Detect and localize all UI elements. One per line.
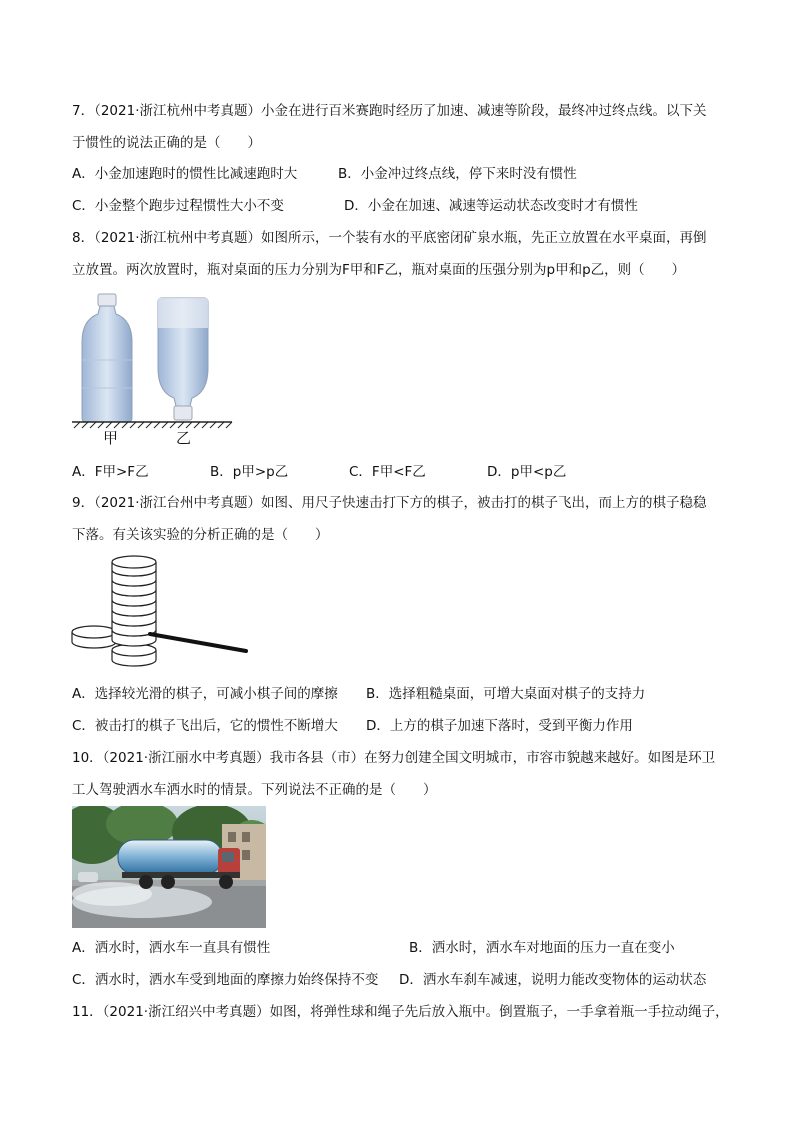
q10-stem-line1: 10．（2021·浙江丽水中考真题）我市各县（市）在努力创建全国文明城市，市容市貌越来越好。如图是环卫 [72, 750, 716, 766]
chess-pieces-figure [70, 554, 252, 674]
q11-stem-line1: 11．（2021·浙江绍兴中考真题）如图，将弹性球和绳子先后放入瓶中。倒置瓶子，一手拿着瓶一手拉动绳子， [72, 1004, 729, 1020]
q10-stem-line2: 工人驾驶洒水车洒水时的情景。下列说法不正确的是（ ） [72, 782, 437, 798]
q10-option-b[interactable]: B．洒水时，洒水车对地面的压力一直在变小 [409, 940, 675, 956]
q7-stem-line1: 7．（2021·浙江杭州中考真题）小金在进行百米赛跑时经历了加速、减速等阶段，最终冲过终点线。以下关 [72, 103, 707, 119]
label-yi: 乙 [176, 429, 192, 447]
q10-option-d[interactable]: D．洒水车刹车减速，说明力能改变物体的运动状态 [399, 972, 707, 988]
label-jia: 甲 [103, 429, 119, 447]
q8-option-b[interactable]: B．p甲>p乙 [210, 464, 289, 480]
q9-option-a[interactable]: A．选择较光滑的棋子，可减小棋子间的摩擦 [72, 686, 338, 702]
q8-stem-line2: 立放置。两次放置时，瓶对桌面的压力分别为F甲和F乙，瓶对桌面的压强分别为p甲和p乙，则（ ） [72, 262, 686, 278]
q7-option-a[interactable]: A．小金加速跑时的惯性比减速跑时大 [72, 166, 298, 182]
q10-option-c[interactable]: C．洒水时，洒水车受到地面的摩擦力始终保持不变 [72, 972, 379, 988]
q7-option-d[interactable]: D．小金在加速、减速等运动状态改变时才有惯性 [344, 198, 638, 214]
q9-option-b[interactable]: B．选择粗糙桌面，可增大桌面对棋子的支持力 [366, 686, 646, 702]
ruler [150, 634, 246, 651]
q7-option-c[interactable]: C．小金整个跑步过程惯性大小不变 [72, 198, 284, 214]
q7-stem-line2: 于惯性的说法正确的是（ ） [72, 135, 261, 151]
q9-stem-line2: 下落。有关该实验的分析正确的是（ ） [72, 527, 329, 543]
q8-option-d[interactable]: D．p甲<p乙 [487, 464, 567, 480]
struck-piece [72, 626, 116, 648]
sprinkler-truck-photo [72, 806, 266, 928]
q9-option-d[interactable]: D．上方的棋子加速下落时，受到平衡力作用 [366, 718, 633, 734]
inverted-bottle [158, 298, 208, 420]
q8-stem-line1: 8．（2021·浙江杭州中考真题）如图所示，一个装有水的平底密闭矿泉水瓶，先正立放置在水平桌面，再倒 [72, 230, 707, 246]
q9-option-c[interactable]: C．被击打的棋子飞出后，它的惯性不断增大 [72, 718, 338, 734]
bottle-figure [70, 290, 236, 450]
q10-option-a[interactable]: A．洒水时，洒水车一直具有惯性 [72, 940, 271, 956]
q7-option-b[interactable]: B．小金冲过终点线，停下来时没有惯性 [338, 166, 577, 182]
q8-option-c[interactable]: C．F甲<F乙 [349, 464, 426, 480]
q9-stem-line1: 9．（2021·浙江台州中考真题）如图、用尺子快速击打下方的棋子，被击打的棋子飞出，而上方的棋子稳稳 [72, 495, 707, 511]
upright-bottle [82, 294, 132, 422]
q8-option-a[interactable]: A．F甲>F乙 [72, 464, 149, 480]
bottom-piece [112, 644, 156, 666]
